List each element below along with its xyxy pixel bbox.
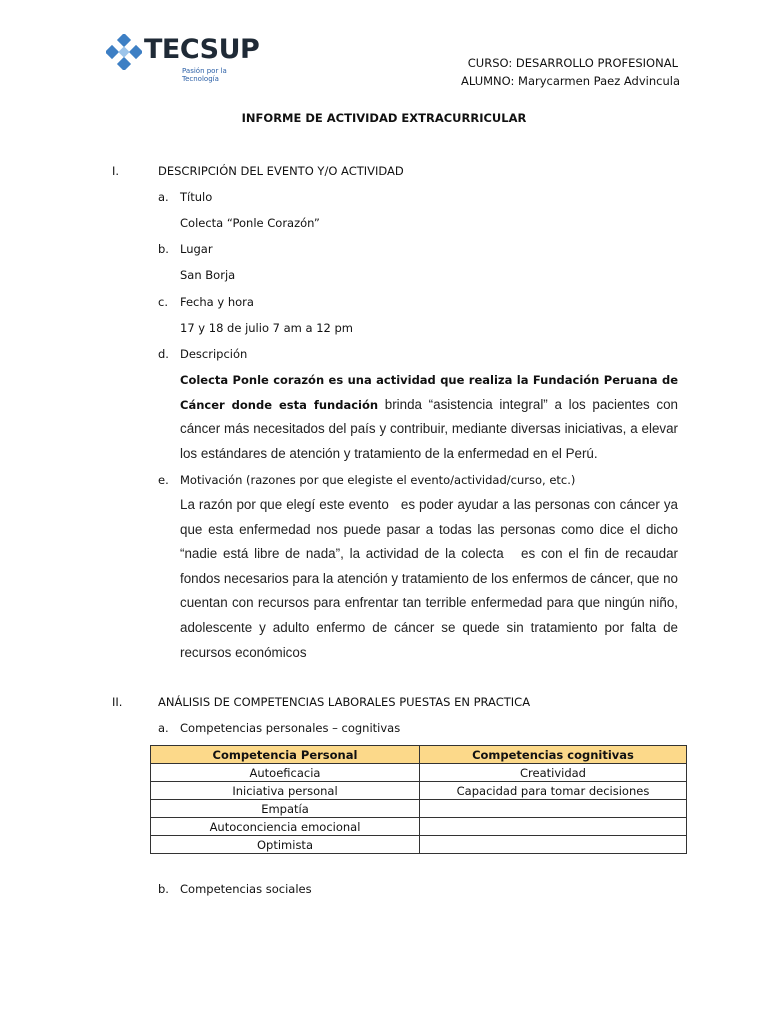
- item-b-value: San Borja: [180, 268, 236, 282]
- table-row: [151, 818, 687, 836]
- table-cell: Iniciativa personal: [151, 782, 420, 800]
- item-2a-label: Competencias personales – cognitivas: [180, 721, 401, 735]
- item-a-letter: a.: [158, 190, 169, 204]
- item-e-label: Motivación (razones por que elegiste el evento/actividad/curso, etc.): [180, 473, 576, 487]
- item-c-label: Fecha y hora: [180, 295, 254, 309]
- item-d-paragraph: [180, 368, 678, 466]
- item-c-letter: c.: [158, 295, 168, 309]
- item-2b-letter: b.: [158, 882, 169, 896]
- item-e-letter: e.: [158, 473, 169, 487]
- item-d-label: Descripción: [180, 347, 248, 361]
- competencies-table: [150, 745, 687, 854]
- student-line: ALUMNO: Marycarmen Paez Advincula: [461, 74, 680, 88]
- item-a-value: Colecta “Ponle Corazón”: [180, 216, 320, 230]
- table-row: [151, 782, 687, 800]
- table-header-cognitive: Competencias cognitivas: [420, 746, 687, 764]
- item-b-letter: b.: [158, 242, 169, 256]
- table-header-personal: Competencia Personal: [151, 746, 420, 764]
- logo-wordmark: TECSUP: [144, 34, 260, 65]
- item-d-letter: d.: [158, 347, 169, 361]
- item-c-value: 17 y 18 de julio 7 am a 12 pm: [180, 321, 354, 335]
- document-title: INFORME DE ACTIVIDAD EXTRACURRICULAR: [241, 111, 527, 125]
- table-cell: Empatía: [151, 800, 420, 818]
- item-a-label: Título: [180, 190, 213, 204]
- section-1-numeral: I.: [112, 164, 120, 178]
- table-cell: Autoeficacia: [151, 764, 420, 782]
- section-2-heading: ANÁLISIS DE COMPETENCIAS LABORALES PUESTAS EN PRACTICA: [158, 695, 531, 709]
- course-line: CURSO: DESARROLLO PROFESIONAL: [467, 56, 678, 70]
- section-2-numeral: II.: [112, 695, 123, 709]
- tecsup-logo: [106, 34, 260, 83]
- course-info: [461, 54, 678, 90]
- table-cell: [420, 800, 687, 818]
- table-row: [151, 764, 687, 782]
- item-2b-label: Competencias sociales: [180, 882, 312, 896]
- table-cell: Capacidad para tomar decisiones: [420, 782, 687, 800]
- item-d-text: brinda “asistencia integral” a los pacientes con cáncer más necesitados del país y contribuir, mediante diversas iniciativas, a elevar los estándares de atención y tratamiento de la enfermedad en el Perú.: [180, 396, 679, 461]
- table-cell: Creatividad: [420, 764, 687, 782]
- table-cell: [420, 818, 687, 836]
- item-2a-letter: a.: [158, 721, 169, 735]
- item-e-paragraph: La razón por que elegí este evento es poder ayudar a las personas con cáncer ya que esta enfermedad nos puede pasar a todas las personas como dice el dicho “nadie está libre de nada”, la actividad de la colecta es con el fin de recaudar fondos necesarios para la atención y tratamiento de los enfermos de cáncer, que no cuentan con recursos para enfrentar tan terrible enfermedad para que ningún niño, adolescente y adulto enfermo de cáncer se quede sin tratamiento por falta de recursos económicos: [180, 497, 682, 660]
- item-b-label: Lugar: [180, 242, 213, 256]
- table-cell: [420, 836, 687, 854]
- section-1-heading: DESCRIPCIÓN DEL EVENTO Y/O ACTIVIDAD: [158, 164, 404, 178]
- table-cell: Autoconciencia emocional: [151, 818, 420, 836]
- item-d-bold-text: Colecta Ponle corazón es una actividad que realiza la Fundación Peruana de Cáncer donde esta fundación: [180, 373, 678, 412]
- logo-tagline: Pasión por la Tecnología: [182, 67, 227, 83]
- table-header-row: [151, 746, 687, 764]
- table-row: [151, 800, 687, 818]
- table-row: [151, 836, 687, 854]
- table-cell: Optimista: [151, 836, 420, 854]
- tecsup-logo-icon: [106, 34, 142, 70]
